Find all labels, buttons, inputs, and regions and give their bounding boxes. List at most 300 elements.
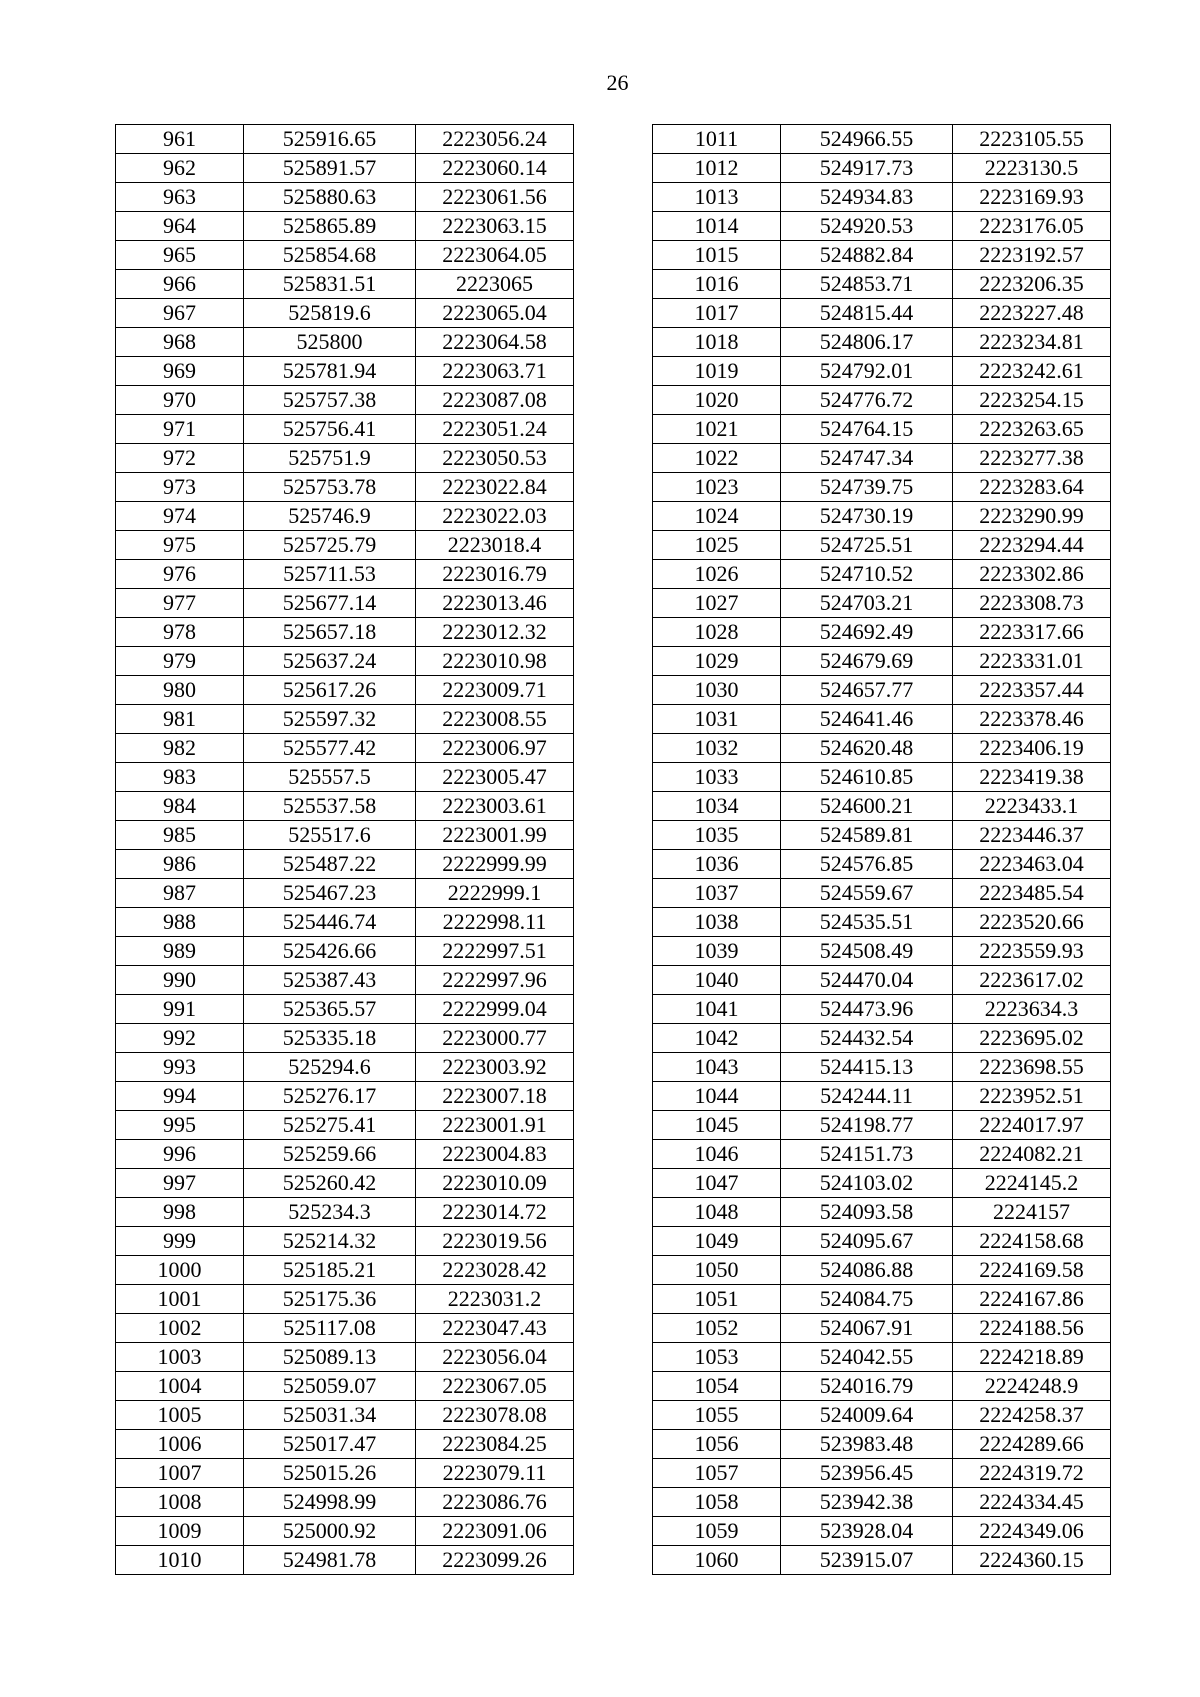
- table-row: [653, 879, 1111, 908]
- table-row: [653, 241, 1111, 270]
- y-coordinate-cell: 2223406.19: [953, 734, 1111, 763]
- point-number-cell: 1028: [653, 618, 781, 647]
- point-number-cell: 988: [116, 908, 244, 937]
- y-coordinate-cell: 2223520.66: [953, 908, 1111, 937]
- x-coordinate-cell: 524151.73: [781, 1140, 953, 1169]
- table-row: [116, 879, 574, 908]
- table-row: [653, 386, 1111, 415]
- table-row: [116, 995, 574, 1024]
- table-row: [653, 1111, 1111, 1140]
- table-row: [653, 1285, 1111, 1314]
- point-number-cell: 1021: [653, 415, 781, 444]
- x-coordinate-cell: 525891.57: [244, 154, 416, 183]
- x-coordinate-cell: 524730.19: [781, 502, 953, 531]
- table-row: [116, 821, 574, 850]
- y-coordinate-cell: 2223007.18: [416, 1082, 574, 1111]
- x-coordinate-cell: 524815.44: [781, 299, 953, 328]
- table-row: [653, 154, 1111, 183]
- point-number-cell: 1022: [653, 444, 781, 473]
- point-number-cell: 977: [116, 589, 244, 618]
- table-row: [116, 1111, 574, 1140]
- y-coordinate-cell: 2223485.54: [953, 879, 1111, 908]
- x-coordinate-cell: 525637.24: [244, 647, 416, 676]
- table-row: [116, 270, 574, 299]
- point-number-cell: 1013: [653, 183, 781, 212]
- x-coordinate-cell: 525260.42: [244, 1169, 416, 1198]
- y-coordinate-cell: 2224017.97: [953, 1111, 1111, 1140]
- table-row: [116, 705, 574, 734]
- point-number-cell: 987: [116, 879, 244, 908]
- point-number-cell: 979: [116, 647, 244, 676]
- x-coordinate-cell: 524093.58: [781, 1198, 953, 1227]
- point-number-cell: 1005: [116, 1401, 244, 1430]
- table-row: [653, 937, 1111, 966]
- y-coordinate-cell: 2223064.05: [416, 241, 574, 270]
- x-coordinate-cell: 525781.94: [244, 357, 416, 386]
- y-coordinate-cell: 2224157: [953, 1198, 1111, 1227]
- y-coordinate-cell: 2223317.66: [953, 618, 1111, 647]
- table-row: [653, 1517, 1111, 1546]
- x-coordinate-cell: 524559.67: [781, 879, 953, 908]
- table-row: [116, 647, 574, 676]
- table-row: [116, 415, 574, 444]
- x-coordinate-cell: 524508.49: [781, 937, 953, 966]
- y-coordinate-cell: 2223419.38: [953, 763, 1111, 792]
- x-coordinate-cell: 525557.5: [244, 763, 416, 792]
- y-coordinate-cell: 2223308.73: [953, 589, 1111, 618]
- table-row: [116, 299, 574, 328]
- coordinates-table-left: [115, 124, 574, 1575]
- table-row: [116, 1198, 574, 1227]
- x-coordinate-cell: 524657.77: [781, 676, 953, 705]
- y-coordinate-cell: 2223008.55: [416, 705, 574, 734]
- y-coordinate-cell: 2223302.86: [953, 560, 1111, 589]
- y-coordinate-cell: 2223695.02: [953, 1024, 1111, 1053]
- point-number-cell: 992: [116, 1024, 244, 1053]
- y-coordinate-cell: 2224360.15: [953, 1546, 1111, 1575]
- point-number-cell: 1030: [653, 676, 781, 705]
- y-coordinate-cell: 2222999.04: [416, 995, 574, 1024]
- point-number-cell: 1046: [653, 1140, 781, 1169]
- x-coordinate-cell: 524882.84: [781, 241, 953, 270]
- y-coordinate-cell: 2223022.03: [416, 502, 574, 531]
- x-coordinate-cell: 523983.48: [781, 1430, 953, 1459]
- point-number-cell: 1009: [116, 1517, 244, 1546]
- point-number-cell: 1050: [653, 1256, 781, 1285]
- y-coordinate-cell: 2223003.61: [416, 792, 574, 821]
- point-number-cell: 971: [116, 415, 244, 444]
- y-coordinate-cell: 2223091.06: [416, 1517, 574, 1546]
- point-number-cell: 1047: [653, 1169, 781, 1198]
- table-row: [653, 705, 1111, 734]
- x-coordinate-cell: 525597.32: [244, 705, 416, 734]
- y-coordinate-cell: 2224248.9: [953, 1372, 1111, 1401]
- table-row: [653, 908, 1111, 937]
- table-row: [116, 1343, 574, 1372]
- point-number-cell: 1034: [653, 792, 781, 821]
- point-number-cell: 1049: [653, 1227, 781, 1256]
- x-coordinate-cell: 525335.18: [244, 1024, 416, 1053]
- table-row: [116, 1517, 574, 1546]
- x-coordinate-cell: 523915.07: [781, 1546, 953, 1575]
- x-coordinate-cell: 524853.71: [781, 270, 953, 299]
- y-coordinate-cell: 2223559.93: [953, 937, 1111, 966]
- y-coordinate-cell: 2223617.02: [953, 966, 1111, 995]
- table-row: [653, 1227, 1111, 1256]
- table-row: [116, 1459, 574, 1488]
- table-body: [653, 125, 1111, 1575]
- table-row: [653, 647, 1111, 676]
- point-number-cell: 1042: [653, 1024, 781, 1053]
- point-number-cell: 1015: [653, 241, 781, 270]
- y-coordinate-cell: 2223006.97: [416, 734, 574, 763]
- y-coordinate-cell: 2224158.68: [953, 1227, 1111, 1256]
- x-coordinate-cell: 525175.36: [244, 1285, 416, 1314]
- y-coordinate-cell: 2223001.91: [416, 1111, 574, 1140]
- y-coordinate-cell: 2223056.24: [416, 125, 574, 154]
- table-row: [653, 502, 1111, 531]
- x-coordinate-cell: 525800: [244, 328, 416, 357]
- x-coordinate-cell: 525015.26: [244, 1459, 416, 1488]
- y-coordinate-cell: 2223105.55: [953, 125, 1111, 154]
- y-coordinate-cell: 2223004.83: [416, 1140, 574, 1169]
- y-coordinate-cell: 2223056.04: [416, 1343, 574, 1372]
- x-coordinate-cell: 524009.64: [781, 1401, 953, 1430]
- x-coordinate-cell: 525617.26: [244, 676, 416, 705]
- x-coordinate-cell: 525365.57: [244, 995, 416, 1024]
- point-number-cell: 1033: [653, 763, 781, 792]
- table-body: [116, 125, 574, 1575]
- table-row: [653, 270, 1111, 299]
- y-coordinate-cell: 2223242.61: [953, 357, 1111, 386]
- point-number-cell: 1037: [653, 879, 781, 908]
- x-coordinate-cell: 524086.88: [781, 1256, 953, 1285]
- x-coordinate-cell: 525865.89: [244, 212, 416, 241]
- y-coordinate-cell: 2223331.01: [953, 647, 1111, 676]
- point-number-cell: 1043: [653, 1053, 781, 1082]
- x-coordinate-cell: 524641.46: [781, 705, 953, 734]
- y-coordinate-cell: 2224169.58: [953, 1256, 1111, 1285]
- table-row: [653, 1053, 1111, 1082]
- point-number-cell: 1011: [653, 125, 781, 154]
- point-number-cell: 984: [116, 792, 244, 821]
- y-coordinate-cell: 2223001.99: [416, 821, 574, 850]
- y-coordinate-cell: 2223192.57: [953, 241, 1111, 270]
- point-number-cell: 1053: [653, 1343, 781, 1372]
- y-coordinate-cell: 2223294.44: [953, 531, 1111, 560]
- x-coordinate-cell: 524806.17: [781, 328, 953, 357]
- x-coordinate-cell: 524725.51: [781, 531, 953, 560]
- x-coordinate-cell: 525000.92: [244, 1517, 416, 1546]
- table-row: [116, 792, 574, 821]
- table-row: [116, 1546, 574, 1575]
- x-coordinate-cell: 525711.53: [244, 560, 416, 589]
- x-coordinate-cell: 525387.43: [244, 966, 416, 995]
- y-coordinate-cell: 2224188.56: [953, 1314, 1111, 1343]
- y-coordinate-cell: 2223206.35: [953, 270, 1111, 299]
- y-coordinate-cell: 2223050.53: [416, 444, 574, 473]
- x-coordinate-cell: 524620.48: [781, 734, 953, 763]
- y-coordinate-cell: 2222999.99: [416, 850, 574, 879]
- point-number-cell: 1000: [116, 1256, 244, 1285]
- y-coordinate-cell: 2223013.46: [416, 589, 574, 618]
- y-coordinate-cell: 2223005.47: [416, 763, 574, 792]
- table-row: [116, 1053, 574, 1082]
- y-coordinate-cell: 2223003.92: [416, 1053, 574, 1082]
- y-coordinate-cell: 2223047.43: [416, 1314, 574, 1343]
- table-row: [116, 1169, 574, 1198]
- y-coordinate-cell: 2223051.24: [416, 415, 574, 444]
- table-row: [116, 328, 574, 357]
- point-number-cell: 991: [116, 995, 244, 1024]
- x-coordinate-cell: 524473.96: [781, 995, 953, 1024]
- point-number-cell: 1023: [653, 473, 781, 502]
- table-row: [653, 821, 1111, 850]
- point-number-cell: 989: [116, 937, 244, 966]
- x-coordinate-cell: 525059.07: [244, 1372, 416, 1401]
- table-row: [653, 763, 1111, 792]
- table-row: [653, 1314, 1111, 1343]
- point-number-cell: 995: [116, 1111, 244, 1140]
- x-coordinate-cell: 524998.99: [244, 1488, 416, 1517]
- x-coordinate-cell: 525426.66: [244, 937, 416, 966]
- y-coordinate-cell: 2223010.98: [416, 647, 574, 676]
- x-coordinate-cell: 524244.11: [781, 1082, 953, 1111]
- x-coordinate-cell: 524600.21: [781, 792, 953, 821]
- point-number-cell: 1038: [653, 908, 781, 937]
- point-number-cell: 993: [116, 1053, 244, 1082]
- x-coordinate-cell: 523928.04: [781, 1517, 953, 1546]
- y-coordinate-cell: 2222997.96: [416, 966, 574, 995]
- point-number-cell: 1019: [653, 357, 781, 386]
- point-number-cell: 1032: [653, 734, 781, 763]
- y-coordinate-cell: 2223022.84: [416, 473, 574, 502]
- y-coordinate-cell: 2223063.71: [416, 357, 574, 386]
- point-number-cell: 1018: [653, 328, 781, 357]
- x-coordinate-cell: 525819.6: [244, 299, 416, 328]
- x-coordinate-cell: 524764.15: [781, 415, 953, 444]
- x-coordinate-cell: 524692.49: [781, 618, 953, 647]
- table-row: [116, 241, 574, 270]
- table-row: [653, 1198, 1111, 1227]
- x-coordinate-cell: 525831.51: [244, 270, 416, 299]
- point-number-cell: 969: [116, 357, 244, 386]
- point-number-cell: 1055: [653, 1401, 781, 1430]
- table-row: [653, 328, 1111, 357]
- point-number-cell: 980: [116, 676, 244, 705]
- y-coordinate-cell: 2223290.99: [953, 502, 1111, 531]
- y-coordinate-cell: 2224349.06: [953, 1517, 1111, 1546]
- x-coordinate-cell: 524415.13: [781, 1053, 953, 1082]
- y-coordinate-cell: 2223084.25: [416, 1430, 574, 1459]
- table-row: [653, 444, 1111, 473]
- y-coordinate-cell: 2223078.08: [416, 1401, 574, 1430]
- x-coordinate-cell: 525751.9: [244, 444, 416, 473]
- point-number-cell: 997: [116, 1169, 244, 1198]
- table-row: [116, 531, 574, 560]
- x-coordinate-cell: 525854.68: [244, 241, 416, 270]
- y-coordinate-cell: 2224167.86: [953, 1285, 1111, 1314]
- y-coordinate-cell: 2223012.32: [416, 618, 574, 647]
- x-coordinate-cell: 524470.04: [781, 966, 953, 995]
- table-row: [116, 1488, 574, 1517]
- table-row: [116, 357, 574, 386]
- y-coordinate-cell: 2223952.51: [953, 1082, 1111, 1111]
- table-row: [116, 908, 574, 937]
- y-coordinate-cell: 2223065.04: [416, 299, 574, 328]
- x-coordinate-cell: 525657.18: [244, 618, 416, 647]
- table-row: [116, 618, 574, 647]
- table-row: [116, 1401, 574, 1430]
- table-row: [116, 560, 574, 589]
- point-number-cell: 1056: [653, 1430, 781, 1459]
- point-number-cell: 1012: [653, 154, 781, 183]
- point-number-cell: 963: [116, 183, 244, 212]
- point-number-cell: 964: [116, 212, 244, 241]
- x-coordinate-cell: 523956.45: [781, 1459, 953, 1488]
- table-row: [653, 1430, 1111, 1459]
- table-row: [116, 502, 574, 531]
- point-number-cell: 1027: [653, 589, 781, 618]
- table-row: [653, 1372, 1111, 1401]
- point-number-cell: 965: [116, 241, 244, 270]
- table-row: [116, 850, 574, 879]
- y-coordinate-cell: 2223079.11: [416, 1459, 574, 1488]
- y-coordinate-cell: 2223019.56: [416, 1227, 574, 1256]
- x-coordinate-cell: 524610.85: [781, 763, 953, 792]
- table-row: [653, 1546, 1111, 1575]
- page-number: 26: [606, 70, 629, 95]
- x-coordinate-cell: 525517.6: [244, 821, 416, 850]
- point-number-cell: 1048: [653, 1198, 781, 1227]
- y-coordinate-cell: 2223698.55: [953, 1053, 1111, 1082]
- table-row: [116, 444, 574, 473]
- y-coordinate-cell: 2223060.14: [416, 154, 574, 183]
- x-coordinate-cell: 524589.81: [781, 821, 953, 850]
- x-coordinate-cell: 524920.53: [781, 212, 953, 241]
- point-number-cell: 1001: [116, 1285, 244, 1314]
- point-number-cell: 996: [116, 1140, 244, 1169]
- table-row: [116, 473, 574, 502]
- table-row: [116, 734, 574, 763]
- x-coordinate-cell: 524917.73: [781, 154, 953, 183]
- y-coordinate-cell: 2223283.64: [953, 473, 1111, 502]
- x-coordinate-cell: 525746.9: [244, 502, 416, 531]
- y-coordinate-cell: 2223357.44: [953, 676, 1111, 705]
- table-row: [653, 1459, 1111, 1488]
- y-coordinate-cell: 2223064.58: [416, 328, 574, 357]
- y-coordinate-cell: 2224258.37: [953, 1401, 1111, 1430]
- x-coordinate-cell: 524535.51: [781, 908, 953, 937]
- y-coordinate-cell: 2223016.79: [416, 560, 574, 589]
- point-number-cell: 1008: [116, 1488, 244, 1517]
- point-number-cell: 1052: [653, 1314, 781, 1343]
- point-number-cell: 1051: [653, 1285, 781, 1314]
- table-row: [653, 966, 1111, 995]
- y-coordinate-cell: 2223277.38: [953, 444, 1111, 473]
- y-coordinate-cell: 2222997.51: [416, 937, 574, 966]
- x-coordinate-cell: 525089.13: [244, 1343, 416, 1372]
- table-row: [116, 1024, 574, 1053]
- x-coordinate-cell: 524703.21: [781, 589, 953, 618]
- table-row: [653, 1140, 1111, 1169]
- point-number-cell: 1029: [653, 647, 781, 676]
- y-coordinate-cell: 2223446.37: [953, 821, 1111, 850]
- y-coordinate-cell: 2223018.4: [416, 531, 574, 560]
- point-number-cell: 1024: [653, 502, 781, 531]
- y-coordinate-cell: 2224218.89: [953, 1343, 1111, 1372]
- x-coordinate-cell: 524067.91: [781, 1314, 953, 1343]
- table-row: [116, 1314, 574, 1343]
- y-coordinate-cell: 2223099.26: [416, 1546, 574, 1575]
- x-coordinate-cell: 524084.75: [781, 1285, 953, 1314]
- table-row: [653, 850, 1111, 879]
- table-row: [116, 1372, 574, 1401]
- table-row: [116, 212, 574, 241]
- point-number-cell: 1058: [653, 1488, 781, 1517]
- table-row: [116, 125, 574, 154]
- table-row: [116, 1430, 574, 1459]
- point-number-cell: 981: [116, 705, 244, 734]
- table-row: [653, 1082, 1111, 1111]
- table-row: [653, 589, 1111, 618]
- x-coordinate-cell: 525753.78: [244, 473, 416, 502]
- y-coordinate-cell: 2224319.72: [953, 1459, 1111, 1488]
- y-coordinate-cell: 2223378.46: [953, 705, 1111, 734]
- table-row: [653, 1024, 1111, 1053]
- point-number-cell: 1039: [653, 937, 781, 966]
- x-coordinate-cell: 525756.41: [244, 415, 416, 444]
- table-row: [116, 1082, 574, 1111]
- point-number-cell: 967: [116, 299, 244, 328]
- x-coordinate-cell: 525757.38: [244, 386, 416, 415]
- table-row: [653, 995, 1111, 1024]
- x-coordinate-cell: 525467.23: [244, 879, 416, 908]
- x-coordinate-cell: 525725.79: [244, 531, 416, 560]
- y-coordinate-cell: 2224334.45: [953, 1488, 1111, 1517]
- point-number-cell: 973: [116, 473, 244, 502]
- x-coordinate-cell: 524576.85: [781, 850, 953, 879]
- y-coordinate-cell: 2223028.42: [416, 1256, 574, 1285]
- point-number-cell: 1054: [653, 1372, 781, 1401]
- x-coordinate-cell: 524103.02: [781, 1169, 953, 1198]
- point-number-cell: 1059: [653, 1517, 781, 1546]
- y-coordinate-cell: 2223031.2: [416, 1285, 574, 1314]
- table-row: [116, 1227, 574, 1256]
- x-coordinate-cell: 524792.01: [781, 357, 953, 386]
- point-number-cell: 1045: [653, 1111, 781, 1140]
- table-row: [116, 937, 574, 966]
- y-coordinate-cell: 2223176.05: [953, 212, 1111, 241]
- y-coordinate-cell: 2222998.11: [416, 908, 574, 937]
- y-coordinate-cell: 2223014.72: [416, 1198, 574, 1227]
- point-number-cell: 978: [116, 618, 244, 647]
- x-coordinate-cell: 523942.38: [781, 1488, 953, 1517]
- x-coordinate-cell: 525537.58: [244, 792, 416, 821]
- table-row: [653, 531, 1111, 560]
- x-coordinate-cell: 525446.74: [244, 908, 416, 937]
- point-number-cell: 974: [116, 502, 244, 531]
- table-row: [653, 212, 1111, 241]
- y-coordinate-cell: 2223433.1: [953, 792, 1111, 821]
- y-coordinate-cell: 2223463.04: [953, 850, 1111, 879]
- point-number-cell: 1016: [653, 270, 781, 299]
- y-coordinate-cell: 2223227.48: [953, 299, 1111, 328]
- point-number-cell: 1017: [653, 299, 781, 328]
- table-row: [116, 966, 574, 995]
- table-row: [653, 473, 1111, 502]
- table-row: [116, 589, 574, 618]
